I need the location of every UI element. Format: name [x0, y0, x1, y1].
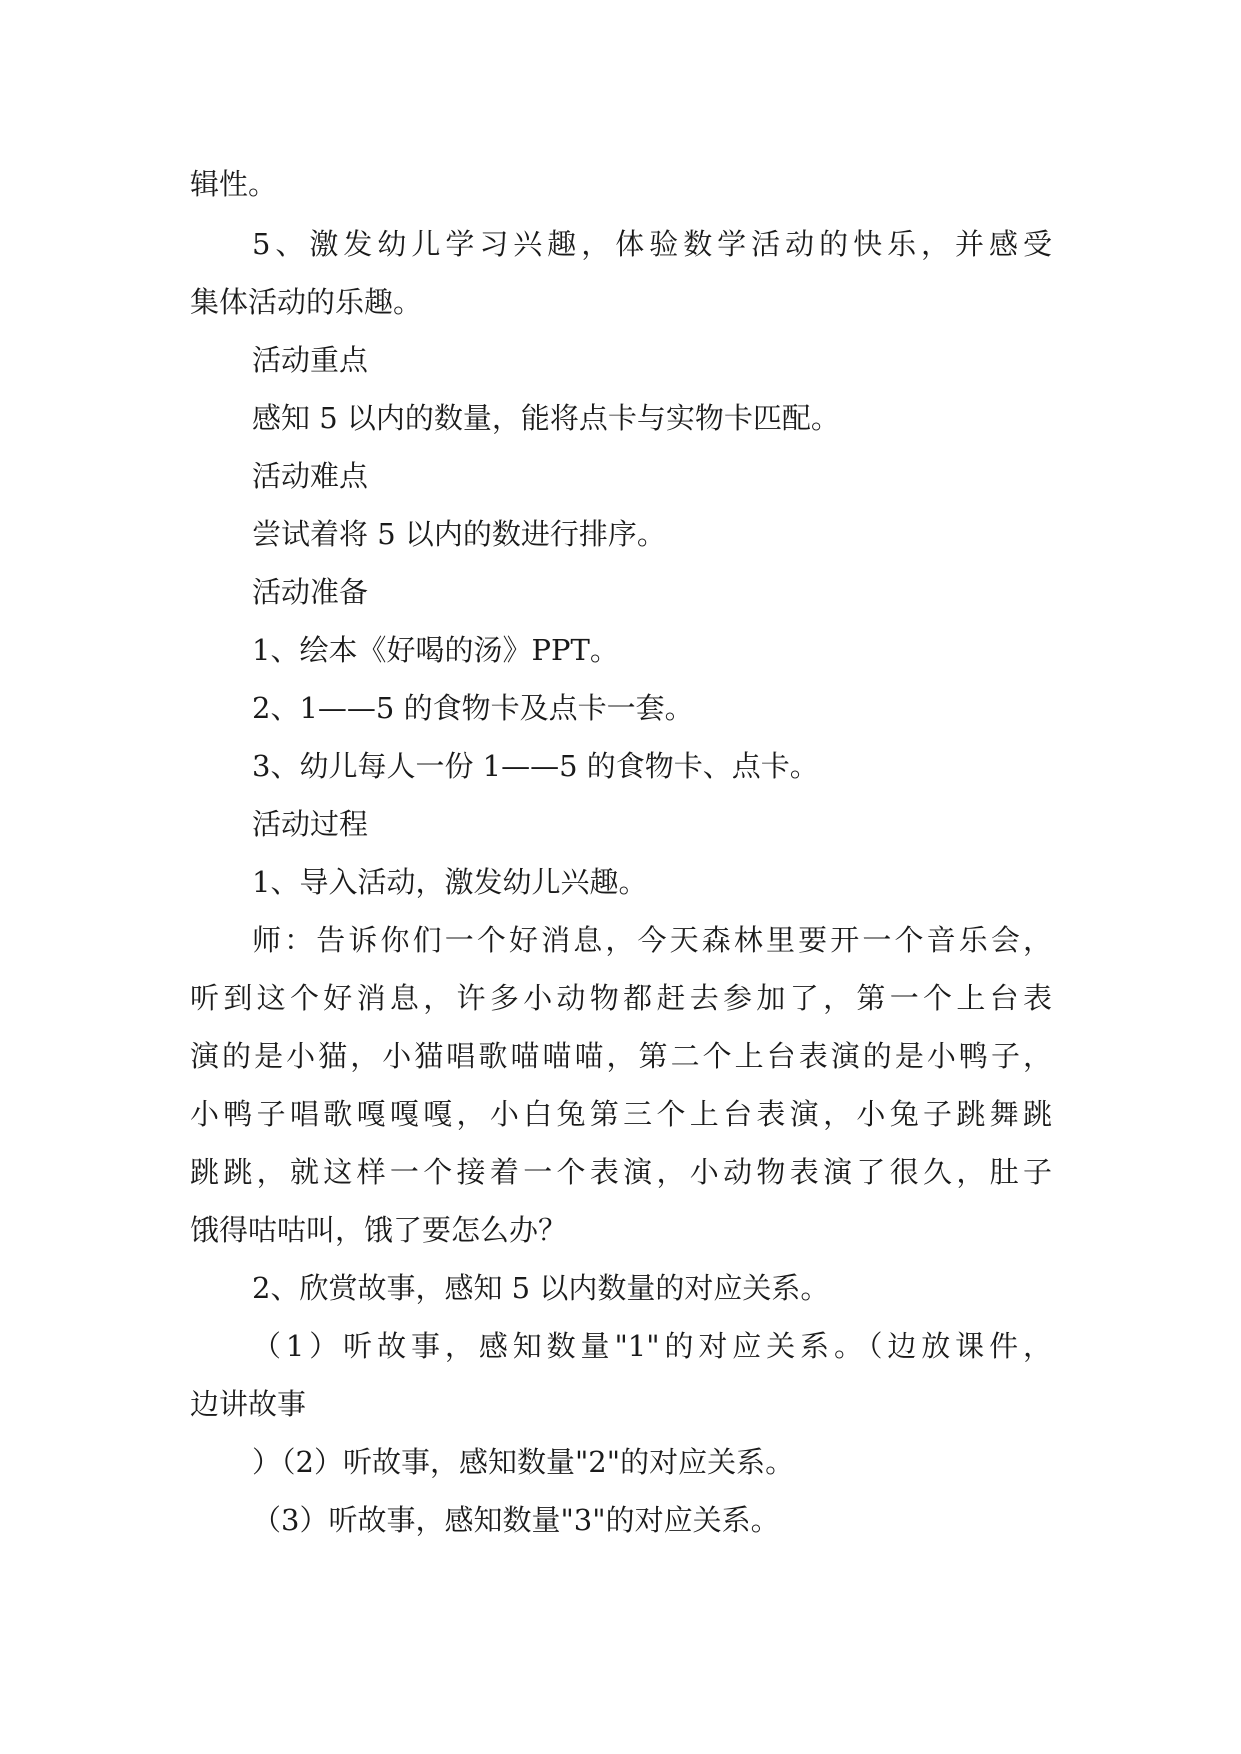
section-heading: 活动过程 — [252, 807, 369, 841]
text-line: ）（2）听故事，感知数量"2"的对应关系。 — [252, 1445, 795, 1479]
text-line: 听到这个好消息，许多小动物都赶去参加了，第一个上台表 — [190, 981, 1052, 1015]
text-line: 2、1——5 的食物卡及点卡一套。 — [252, 691, 694, 725]
text-line: 演的是小猫，小猫唱歌喵喵喵，第二个上台表演的是小鸭子， — [190, 1039, 1052, 1073]
text-line: 3、幼儿每人一份 1——5 的食物卡、点卡。 — [252, 749, 819, 783]
text-line: 1、绘本《好喝的汤》PPT。 — [252, 633, 619, 667]
text-line: （1）听故事，感知数量"1"的对应关系。（边放课件， — [252, 1329, 1052, 1363]
text-line: 1、导入活动，激发幼儿兴趣。 — [252, 865, 648, 899]
text-line: 辑性。 — [190, 167, 278, 201]
text-line: 尝试着将 5 以内的数进行排序。 — [252, 517, 666, 551]
text-line: 集体活动的乐趣。 — [190, 285, 423, 319]
text-line: 小鸭子唱歌嘎嘎嘎，小白兔第三个上台表演，小兔子跳舞跳 — [190, 1097, 1052, 1131]
text-line: 饿得咕咕叫，饿了要怎么办？ — [190, 1213, 568, 1247]
text-line: 5、激发幼儿学习兴趣，体验数学活动的快乐，并感受 — [252, 227, 1052, 261]
text-line: 边讲故事 — [190, 1387, 307, 1421]
text-line: （3）听故事，感知数量"3"的对应关系。 — [252, 1503, 780, 1537]
text-line: 2、欣赏故事，感知 5 以内数量的对应关系。 — [252, 1271, 830, 1305]
section-heading: 活动重点 — [252, 343, 369, 377]
section-heading: 活动准备 — [252, 575, 369, 609]
text-line: 师：告诉你们一个好消息，今天森林里要开一个音乐会， — [252, 923, 1052, 957]
section-heading: 活动难点 — [252, 459, 369, 493]
text-line: 跳跳，就这样一个接着一个表演，小动物表演了很久，肚子 — [190, 1155, 1052, 1189]
text-line: 感知 5 以内的数量，能将点卡与实物卡匹配。 — [252, 401, 840, 435]
